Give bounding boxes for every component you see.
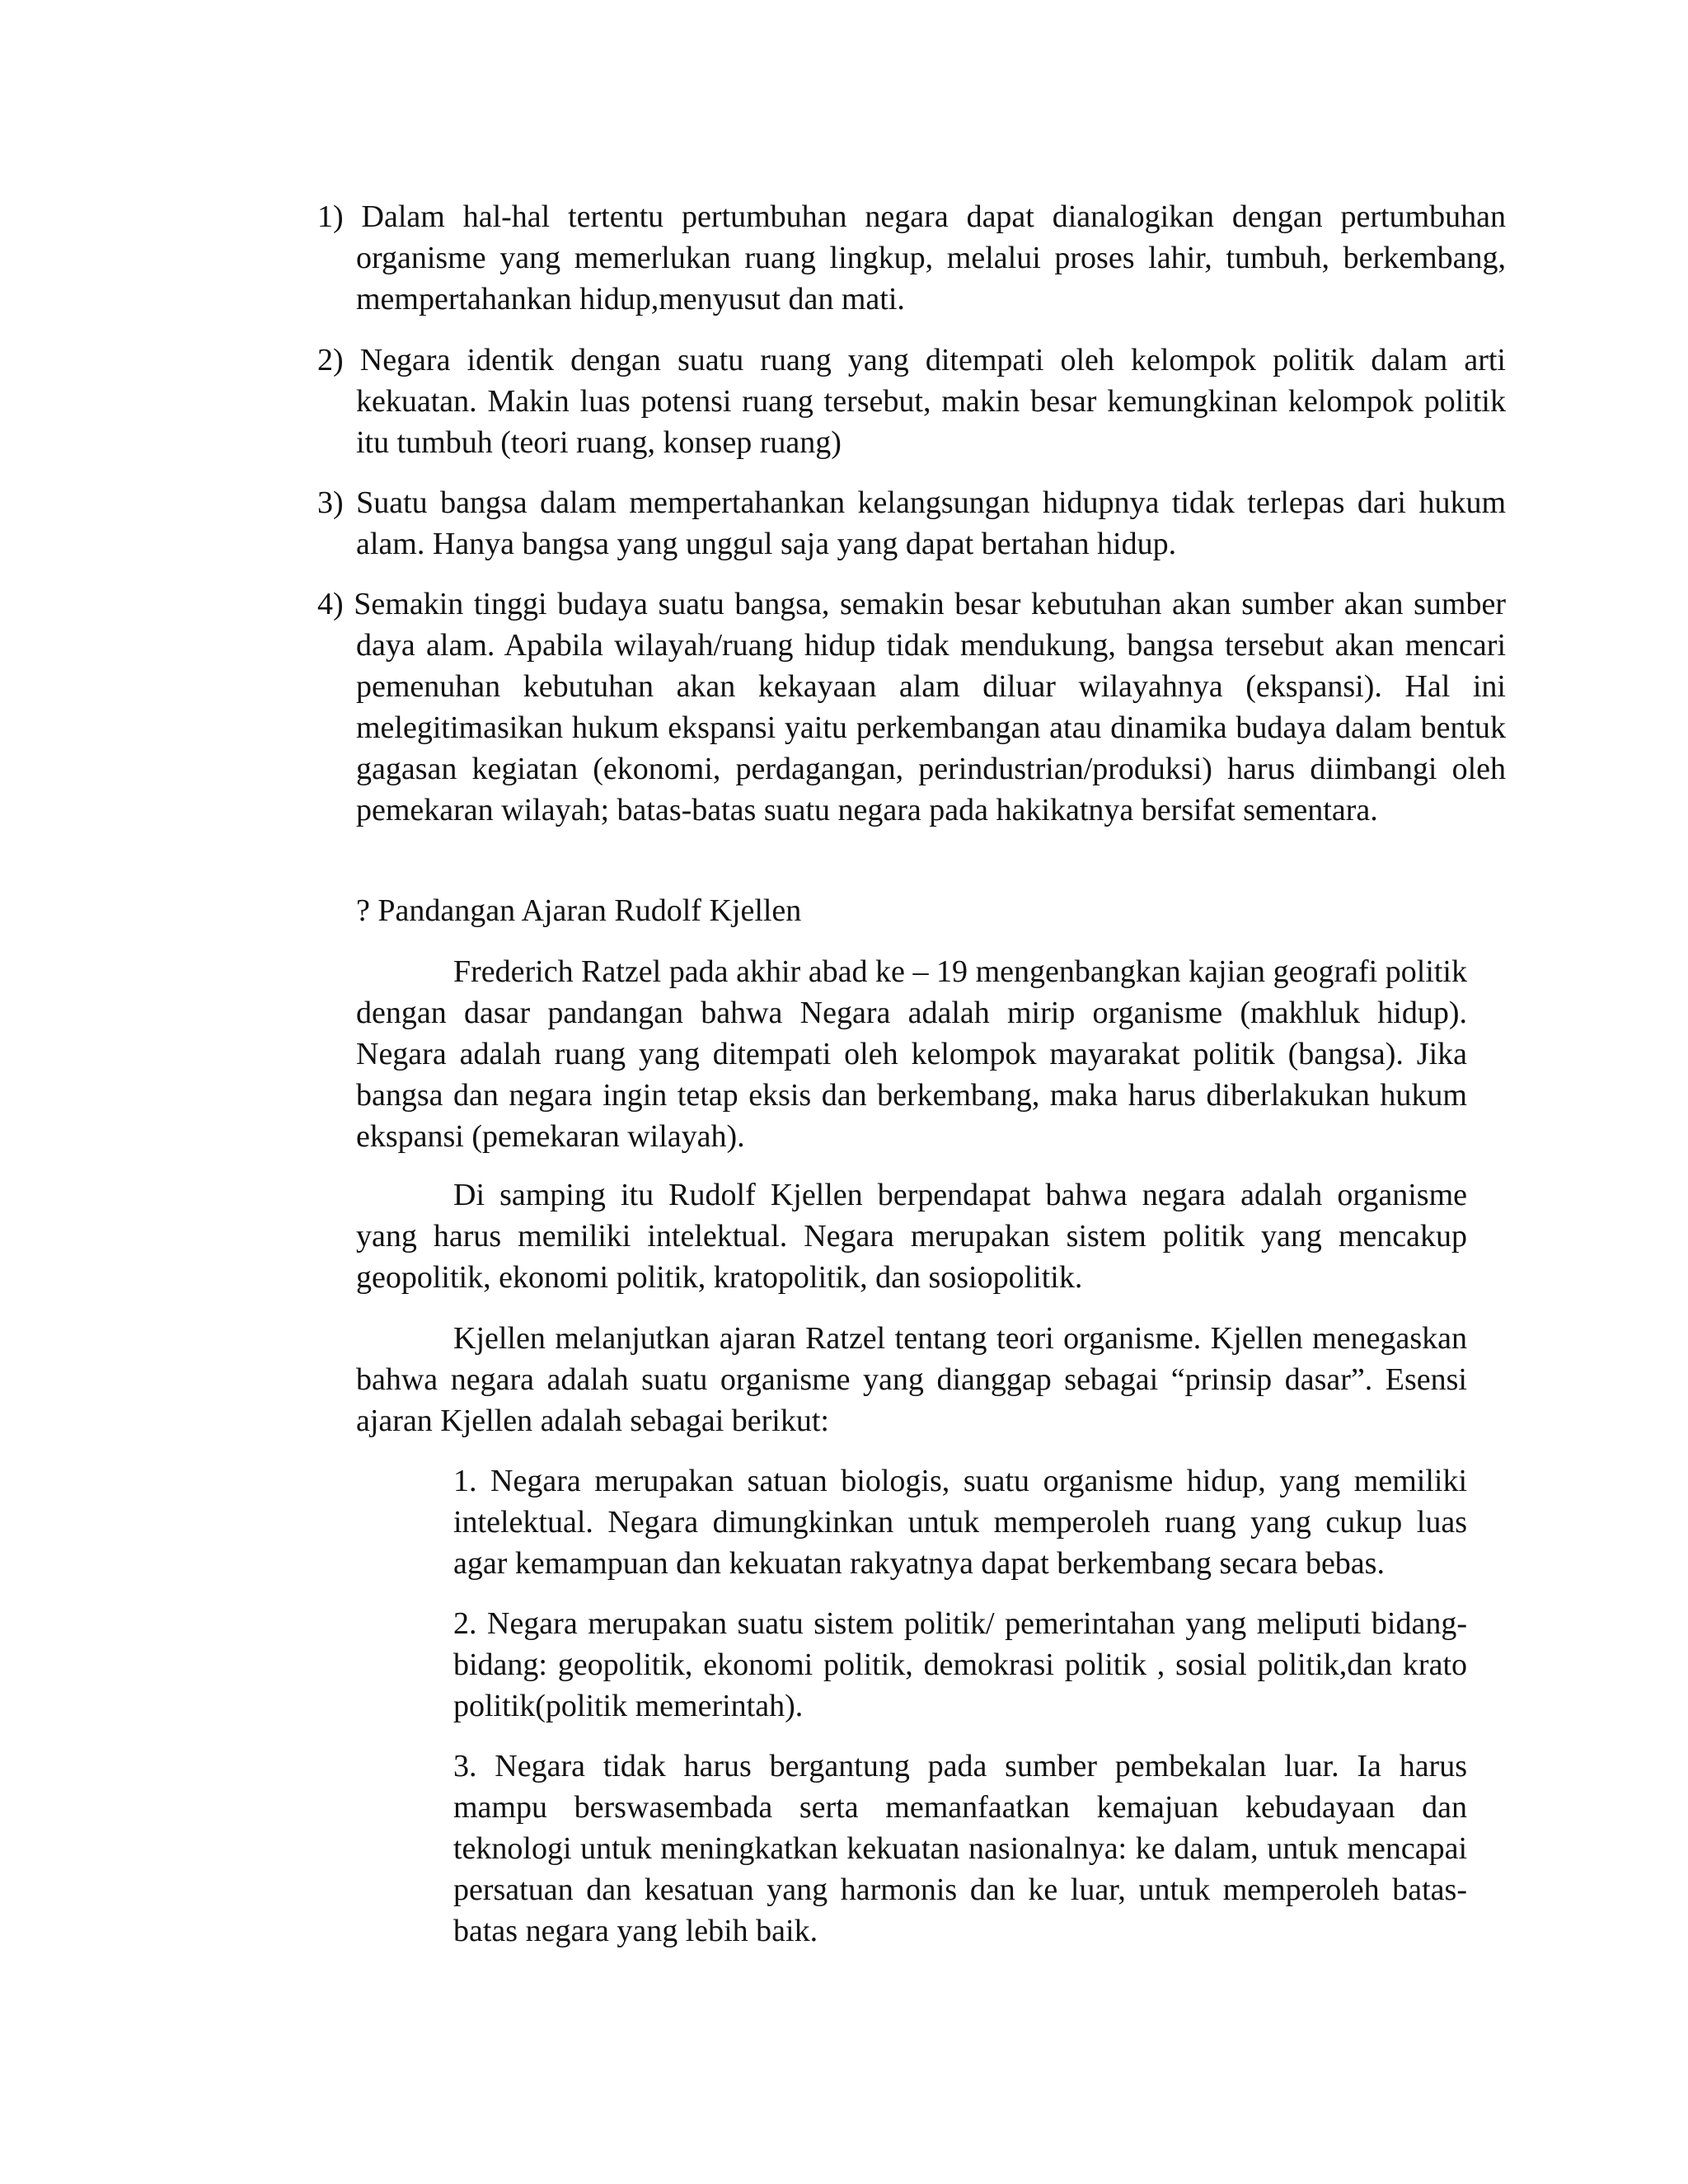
list-item <box>317 482 1506 565</box>
list-item <box>317 583 1506 831</box>
list-item-number: 4) <box>317 587 344 621</box>
list-item <box>317 340 1506 463</box>
list-item-number: 3) <box>317 485 344 520</box>
body-paragraph: Frederich Ratzel pada akhir abad ke – 19 mengenbangkan kajian geografi politik dengan dasar pandangan bahwa Negara adalah mirip organisme (makhluk hidup). Negara adalah ruang yang ditempati oleh kelompok mayarakat politik (bangsa). Jika bangsa dan negara ingin tetap eksis dan berkembang, maka harus diberlakukan hukum ekspansi (pemekaran wilayah). <box>356 954 1467 1154</box>
list-item-text: Suatu bangsa dalam mempertahankan kelangsungan hidupnya tidak terlepas dari hukum alam. Hanya bangsa yang unggul saja yang dapat bertahan hidup. <box>356 485 1506 561</box>
list-item-number: 1) <box>317 199 344 234</box>
list-item-text: Dalam hal-hal tertentu pertumbuhan negara dapat dianalogikan dengan pertumbuhan organisme yang memerlukan ruang lingkup, melalui proses lahir, tumbuh, berkembang, mempertahankan hidup,menyusut dan mati. <box>356 199 1507 316</box>
body-paragraph: Kjellen melanjutkan ajaran Ratzel tentang teori organisme. Kjellen menegaskan bahwa negara adalah suatu organisme yang dianggap sebagai “prinsip dasar”. Esensi ajaran Kjellen adalah sebagai berikut: <box>356 1321 1467 1438</box>
list-item-number: 2) <box>317 343 344 377</box>
list-item <box>317 196 1506 320</box>
kjellen-point: 3. Negara tidak harus bergantung pada sumber pembekalan luar. Ia harus mampu berswasembada serta memanfaatkan kemajuan kebudayaan dan teknologi untuk meningkatkan kekuatan nasionalnya: ke dalam, untuk mencapai persatuan dan kesatuan yang harmonis dan ke luar, untuk memperoleh batas-batas negara yang lebih baik. <box>453 1749 1467 1948</box>
list-item-text: Negara identik dengan suatu ruang yang ditempati oleh kelompok politik dalam arti kekuatan. Makin luas potensi ruang tersebut, makin besar kemungkinan kelompok politik itu tumbuh (teori ruang, konsep ruang) <box>356 343 1506 460</box>
section-heading: ? Pandangan Ajaran Rudolf Kjellen <box>356 893 802 928</box>
list-item-text: Semakin tinggi budaya suatu bangsa, semakin besar kebutuhan akan sumber akan sumber daya alam. Apabila wilayah/ruang hidup tidak mendukung, bangsa tersebut akan mencari pemenuhan kebutuhan akan kekayaan alam diluar wilayahnya (ekspansi). Hal ini melegitimasikan hukum ekspansi yaitu perkembangan atau dinamika budaya dalam bentuk gagasan kegiatan (ekonomi, perdagangan, perindustrian/produksi) harus diimbangi oleh pemekaran wilayah; batas-batas suatu negara pada hakikatnya bersifat sementara. <box>354 587 1507 827</box>
kjellen-point: 2. Negara merupakan suatu sistem politik/ pemerintahan yang meliputi bidang- bidang: geopolitik, ekonomi politik, demokrasi politik , sosial politik,dan krato politik(politik memerintah). <box>453 1606 1467 1723</box>
body-paragraph: Di samping itu Rudolf Kjellen berpendapat bahwa negara adalah organisme yang harus memiliki intelektual. Negara merupakan sistem politik yang mencakup geopolitik, ekonomi politik, kratopolitik, dan sosiopolitik. <box>356 1178 1467 1295</box>
kjellen-point: 1. Negara merupakan satuan biologis, suatu organisme hidup, yang memiliki intelektual. Negara dimungkinkan untuk memperoleh ruang yang cukup luas agar kemampuan dan kekuatan rakyatnya dapat berkembang secara bebas. <box>453 1464 1467 1581</box>
